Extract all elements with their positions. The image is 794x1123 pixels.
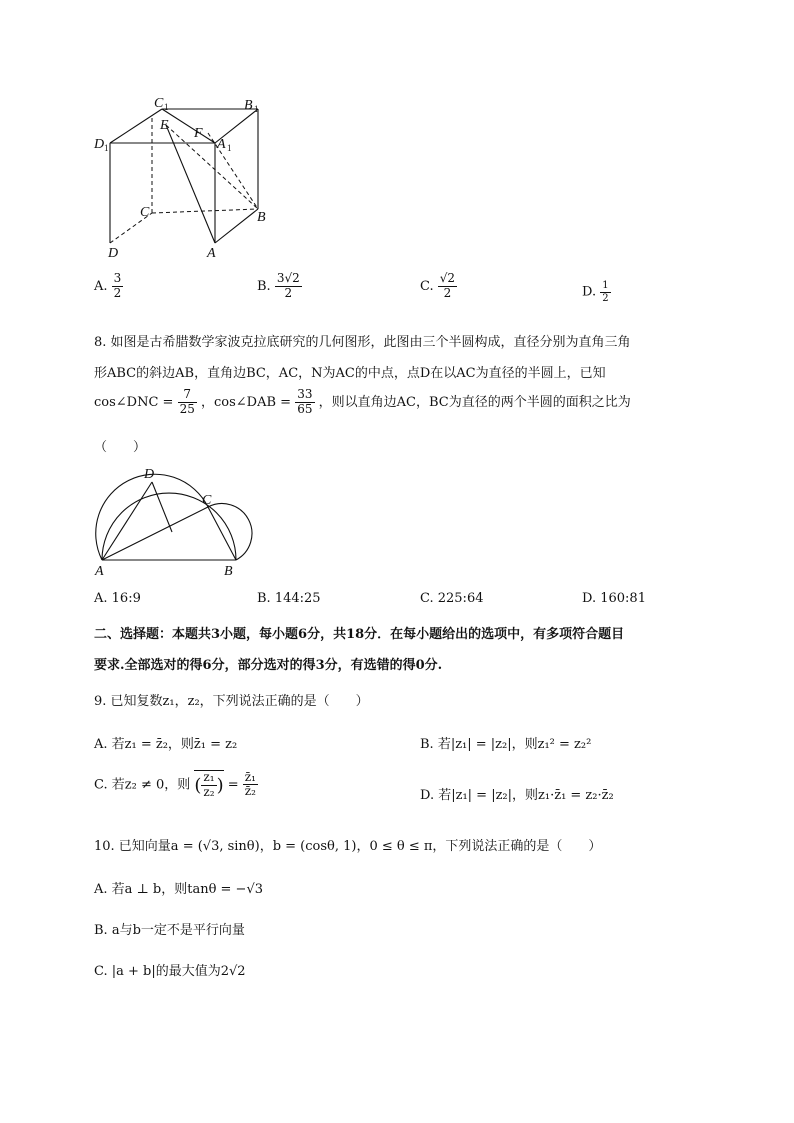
q10-option-a: A. 若a ⊥ b，则tanθ = −√3 — [94, 882, 263, 897]
q9-option-b: B. 若|z₁| = |z₂|，则z₁² = z₂² — [420, 737, 592, 752]
label-d1-sub: 1 — [104, 143, 109, 153]
label-c: C — [140, 205, 150, 220]
label-f: F — [194, 126, 203, 141]
q10-stem: 10. 已知向量a = (√3, sinθ)，b = (cosθ, 1)，0 ≤ θ ≤ π，下列说法正确的是（ ） — [94, 839, 602, 854]
label-b1: B — [244, 98, 253, 113]
q8-option-d: D. 160:81 — [582, 591, 646, 606]
q9-option-a: A. 若z₁ = z̄₂，则z̄₁ = z₂ — [94, 737, 238, 752]
cube-figure — [90, 95, 290, 265]
q7-option-b: B. $\frac{3√2}{2}$ — [257, 271, 300, 300]
q7-option-a: A. $\frac{3}{2}$ — [94, 271, 122, 300]
label-b: B — [257, 210, 266, 225]
label-c1-sub: 1 — [164, 102, 169, 112]
label-a1-sub: 1 — [227, 143, 232, 153]
q10-option-b: B. a与b一定不是平行向量 — [94, 923, 245, 938]
q8-option-c: C. 225:64 — [420, 591, 484, 606]
fig8-label-a: A — [95, 564, 104, 579]
q8-option-b: B. 144:25 — [257, 591, 321, 606]
label-e: E — [160, 118, 169, 133]
q8-line2: 形ABC的斜边AB，直角边BC，AC，N为AC的中点，点D在以AC为直径的半圆上，已知 — [94, 366, 606, 381]
q10-option-c: C. |a + b|的最大值为2√2 — [94, 964, 246, 979]
section2-heading-line1: 二、选择题：本题共3小题，每小题6分，共18分．在每小题给出的选项中，有多项符合题目 — [94, 627, 625, 642]
section2-heading-line2: 要求.全部选对的得6分，部分选对的得3分，有选错的得0分. — [94, 658, 443, 673]
label-b1-sub: 1 — [254, 104, 259, 114]
q7-option-c: C. $\frac{√2}{2}$ — [420, 271, 456, 300]
label-a: A — [207, 246, 216, 261]
label-a1: A — [217, 137, 226, 152]
fig8-label-b: B — [224, 564, 233, 579]
semicircle-figure — [90, 462, 260, 580]
q9-stem: 9. 已知复数z₁，z₂，下列说法正确的是（ ） — [94, 694, 369, 709]
label-d: D — [108, 246, 119, 261]
q8-paren: （ ） — [94, 440, 147, 455]
fig8-label-c: C — [202, 493, 212, 508]
q8-option-a: A. 16:9 — [94, 591, 141, 606]
q9-option-c: C. 若z₂ ≠ 0，则 ( $\frac{\text{z₁}}{\text{z₂}}$ ) = $\frac{\text{z̄₁}}{\text{z̄₂}}$ — [94, 769, 256, 799]
q8-line3: cos∠DNC = $\frac{7}{25}$ ，cos∠DAB = $\frac{33}{65}$ ，则以直角边AC，BC为直径的两个半圆的面积之比为 — [94, 387, 631, 416]
label-c1: C — [154, 96, 164, 111]
q7-option-d: D. $\frac{1}{2}$ — [582, 280, 609, 304]
label-d1: D — [94, 137, 105, 152]
q9-option-d: D. 若|z₁| = |z₂|，则z₁·z̄₁ = z₂·z̄₂ — [420, 788, 614, 803]
fig8-label-d: D — [144, 467, 155, 482]
q8-line1: 8. 如图是古希腊数学家波克拉底研究的几何图形，此图由三个半圆构成，直径分别为直角三角 — [94, 335, 631, 350]
